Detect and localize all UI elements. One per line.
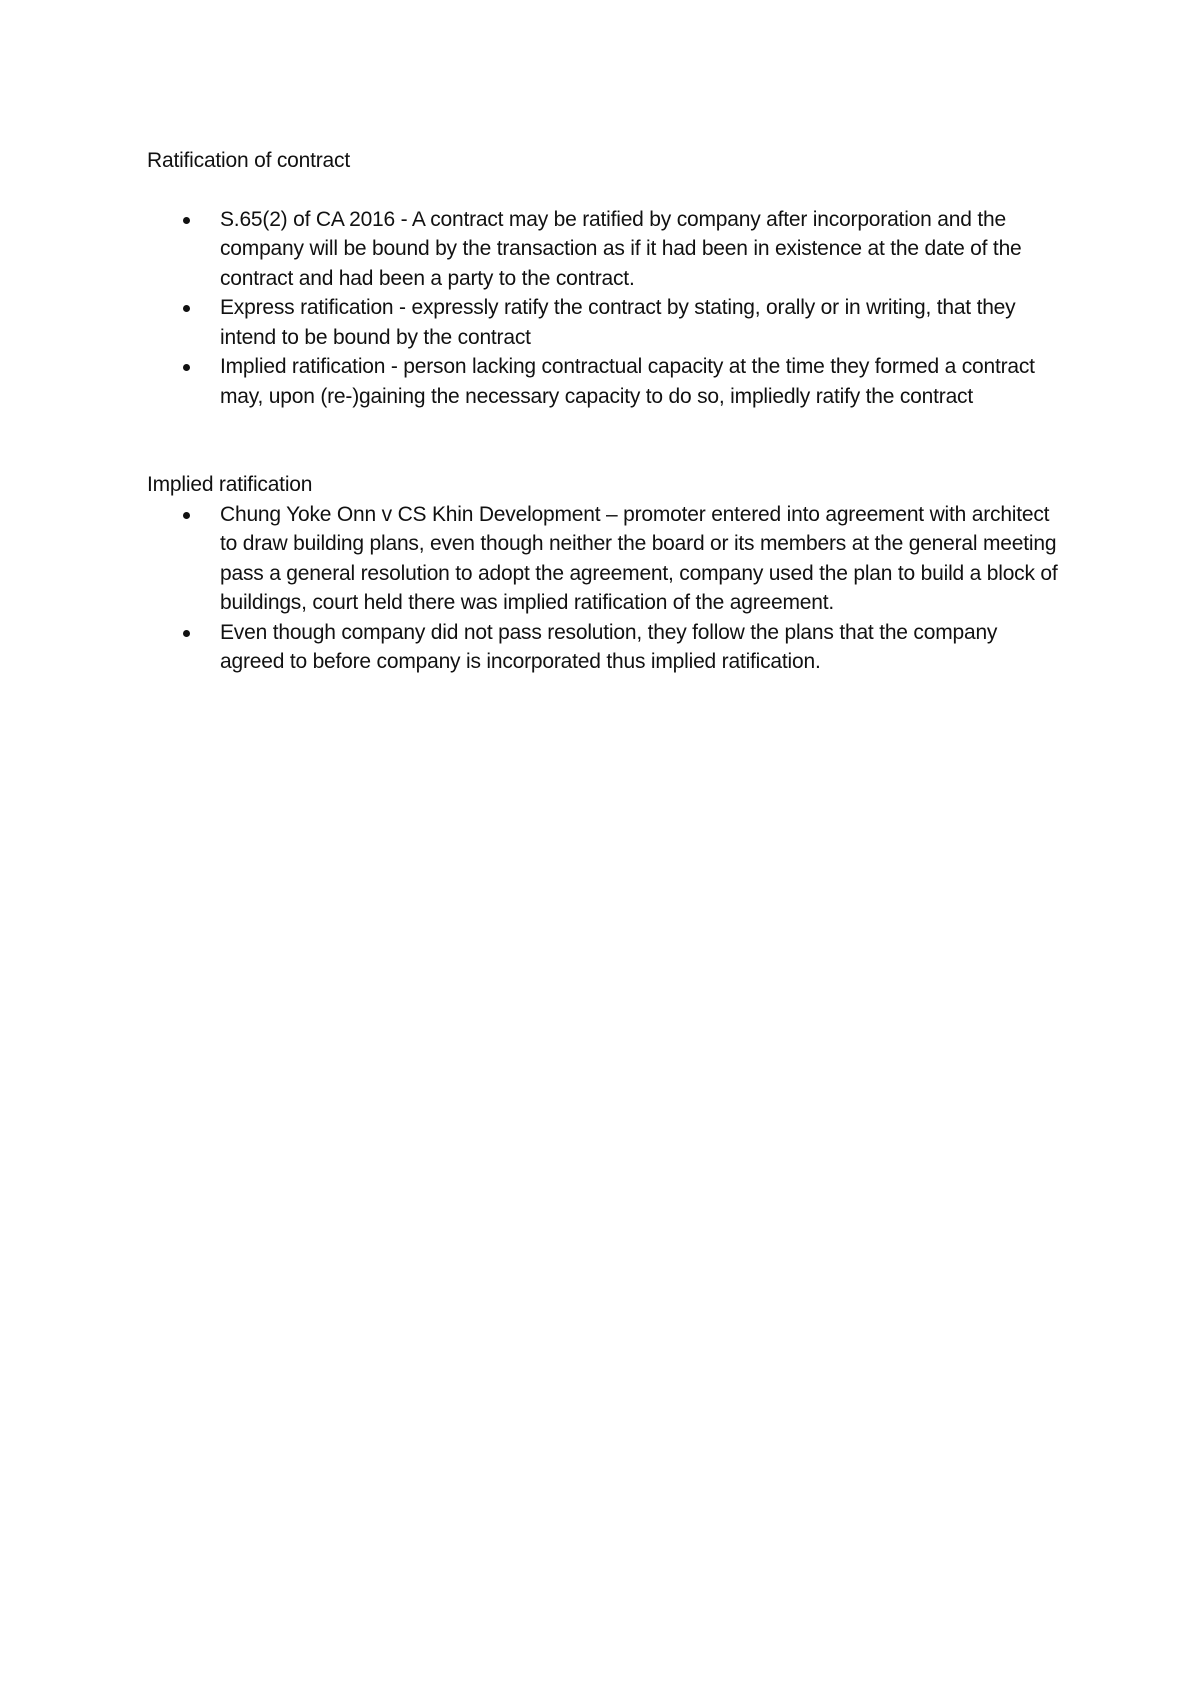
list-item-text: S.65(2) of CA 2016 - A contract may be ratified by company after incorporation and the company will be bound by the transaction as if it had been in existence at the date of the contract and had been a party to the contract.	[220, 207, 1022, 290]
list-item	[147, 618, 1067, 677]
bullet-icon	[183, 217, 190, 224]
section-ratification-of-contract	[147, 146, 1067, 411]
section-heading: Implied ratification	[147, 473, 313, 496]
list-item	[147, 352, 1067, 411]
bullet-icon	[183, 630, 190, 637]
bullet-icon	[183, 305, 190, 312]
list-item	[147, 293, 1067, 352]
bullet-icon	[183, 512, 190, 519]
document-body	[147, 146, 1067, 677]
list-item-text: Express ratification - expressly ratify the contract by stating, orally or in writing, that they intend to be bound by the contract	[220, 296, 1016, 349]
bullet-list	[147, 205, 1067, 412]
list-item-text: Even though company did not pass resolution, they follow the plans that the company agreed to before company is incorporated thus implied ratification.	[220, 620, 998, 673]
list-item-text: Implied ratification - person lacking contractual capacity at the time they formed a contract may, upon (re-)gaining the necessary capacity to do so, impliedly ratify the contract	[220, 355, 1035, 408]
section-heading: Ratification of contract	[147, 149, 350, 172]
list-item	[147, 205, 1067, 294]
section-implied-ratification	[147, 470, 1067, 677]
bullet-icon	[183, 364, 190, 371]
list-item-text: Chung Yoke Onn v CS Khin Development – promoter entered into agreement with architect to draw building plans, even though neither the board or its members at the general meeting pass a general resolution to adopt the agreement, company used the plan to build a block of buildings, court held there was implied ratification of the agreement.	[220, 502, 1058, 614]
list-item	[147, 500, 1067, 618]
bullet-list	[147, 500, 1067, 677]
